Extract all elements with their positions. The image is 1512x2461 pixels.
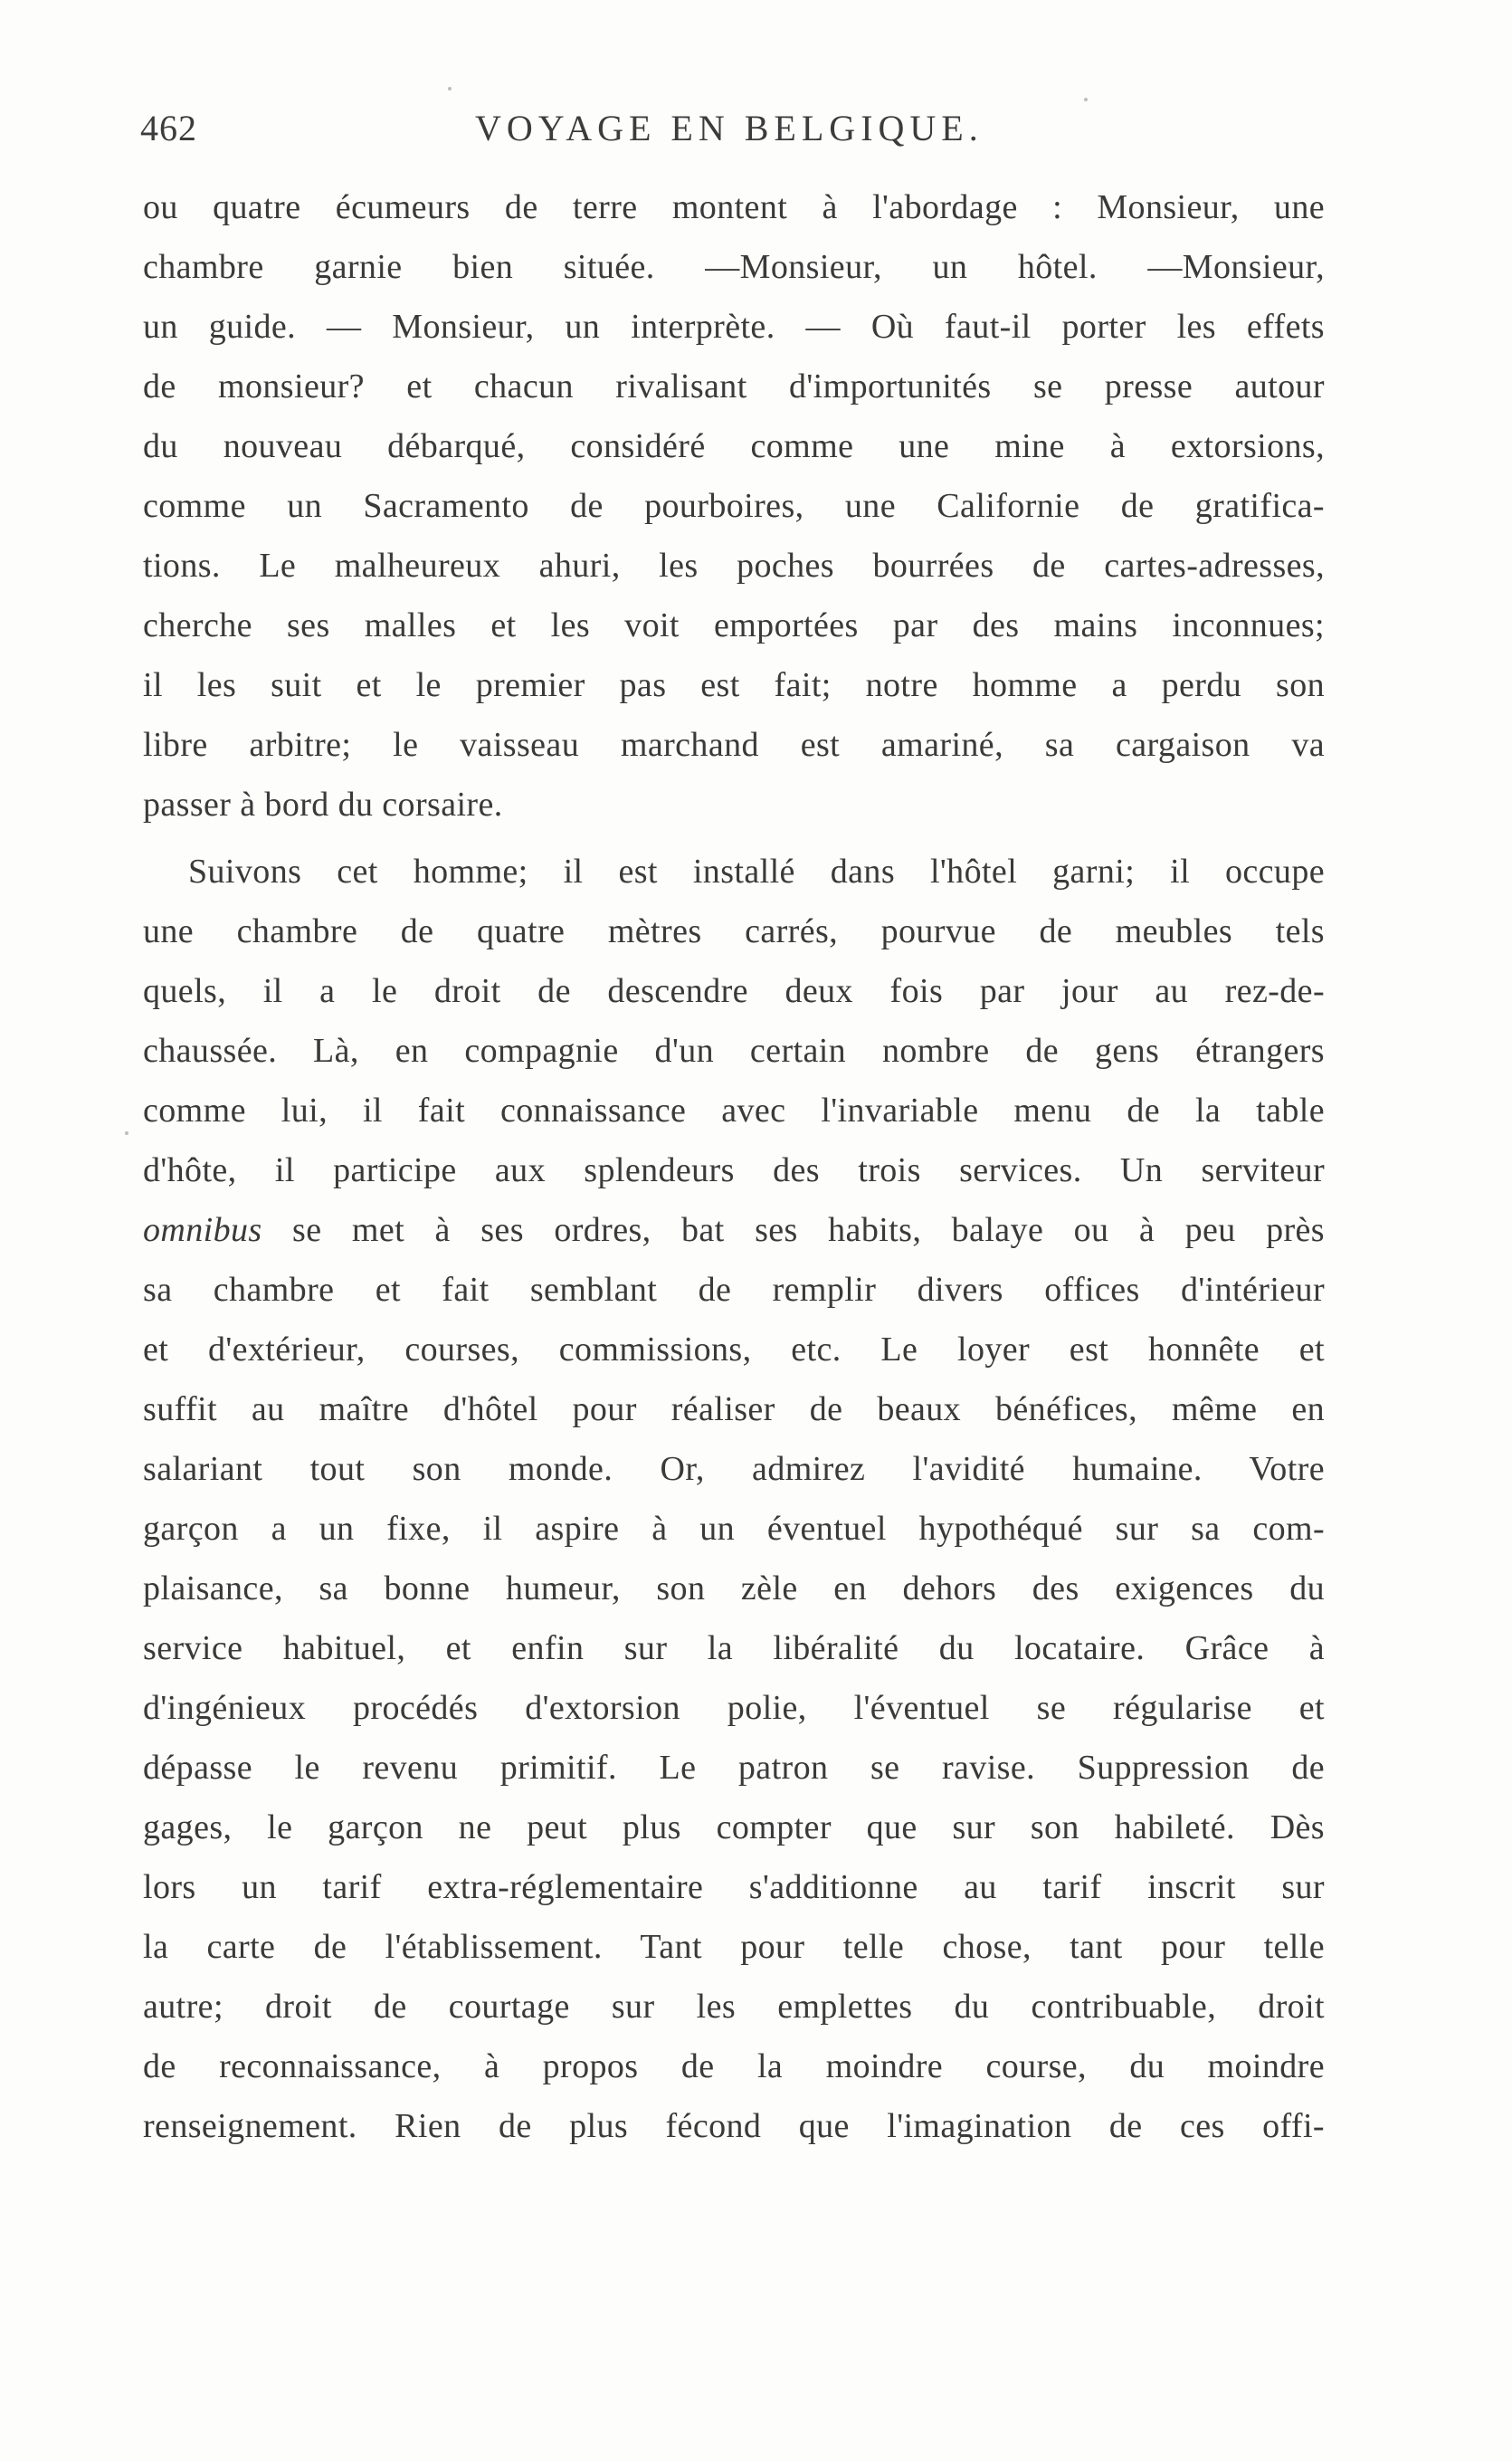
body-text xyxy=(143,177,1325,2156)
speck-mark xyxy=(125,1131,128,1135)
text-span: se met à ses ordres, bat ses habits, balaye ou à peu près xyxy=(292,1211,1325,1249)
speck-mark xyxy=(448,87,452,91)
text-line: chaussée. Là, en compagnie d'un certain nombre de gens étrangers xyxy=(143,1032,1325,1070)
text-line: gages, le garçon ne peut plus compter que sur son habileté. Dès xyxy=(143,1808,1325,1846)
text-line: autre; droit de courtage sur les emplettes du contribuable, droit xyxy=(143,1988,1325,2026)
text-line: renseignement. Rien de plus fécond que l'imagination de ces offi- xyxy=(143,2107,1325,2145)
text-line: d'hôte, il participe aux splendeurs des trois services. Un serviteur xyxy=(143,1151,1325,1189)
text-line: comme lui, il fait connaissance avec l'invariable menu de la table xyxy=(143,1092,1325,1130)
text-line: il les suit et le premier pas est fait; notre homme a perdu son xyxy=(143,666,1325,704)
text-line: sa chambre et fait semblant de remplir divers offices d'intérieur xyxy=(143,1271,1325,1309)
text-line: la carte de l'établissement. Tant pour telle chose, tant pour telle xyxy=(143,1928,1325,1966)
text-line: d'ingénieux procédés d'extorsion polie, l'éventuel se régularise et xyxy=(143,1689,1325,1727)
text-line: tions. Le malheureux ahuri, les poches bourrées de cartes-adresses, xyxy=(143,547,1325,585)
text-line: ou quatre écumeurs de terre montent à l'abordage : Monsieur, une xyxy=(143,188,1325,226)
text-line: dépasse le revenu primitif. Le patron se ravise. Suppression de xyxy=(143,1749,1325,1787)
running-head xyxy=(140,107,1045,161)
text-line: de monsieur? et chacun rivalisant d'importunités se presse autour xyxy=(143,367,1325,405)
speck-mark xyxy=(1084,98,1088,101)
italic-word: omnibus xyxy=(143,1211,262,1249)
text-line: suffit au maître d'hôtel pour réaliser de beaux bénéfices, même en xyxy=(143,1390,1325,1428)
text-line: du nouveau débarqué, considéré comme une mine à extorsions, xyxy=(143,427,1325,465)
text-line: de reconnaissance, à propos de la moindre course, du moindre xyxy=(143,2047,1325,2085)
text-line: et d'extérieur, courses, commissions, etc. Le loyer est honnête et xyxy=(143,1331,1325,1369)
page-number: 462 xyxy=(140,108,197,148)
text-line-with-italic xyxy=(143,1200,1325,1260)
text-line: une chambre de quatre mètres carrés, pourvue de meubles tels xyxy=(143,912,1325,950)
text-line: libre arbitre; le vaisseau marchand est amariné, sa cargaison va xyxy=(143,726,1325,764)
text-line: quels, il a le droit de descendre deux fois par jour au rez-de- xyxy=(143,972,1325,1010)
text-line: service habituel, et enfin sur la libéralité du locataire. Grâce à xyxy=(143,1629,1325,1667)
text-line: garçon a un fixe, il aspire à un éventuel hypothéqué sur sa com- xyxy=(143,1510,1325,1548)
text-line: comme un Sacramento de pourboires, une Californie de gratifica- xyxy=(143,487,1325,525)
running-title: VOYAGE EN BELGIQUE. xyxy=(475,108,984,148)
paragraph-end-line: passer à bord du corsaire. xyxy=(143,786,503,824)
paragraph-start-line: Suivons cet homme; il est installé dans l'hôtel garni; il occupe xyxy=(188,853,1325,891)
text-line: chambre garnie bien située. —Monsieur, un hôtel. —Monsieur, xyxy=(143,248,1325,286)
text-line: un guide. — Monsieur, un interprète. — Où faut-il porter les effets xyxy=(143,308,1325,346)
text-line: lors un tarif extra-réglementaire s'additionne au tarif inscrit sur xyxy=(143,1868,1325,1906)
text-line: salariant tout son monde. Or, admirez l'avidité humaine. Votre xyxy=(143,1450,1325,1488)
text-line: plaisance, sa bonne humeur, son zèle en dehors des exigences du xyxy=(143,1569,1325,1607)
text-line: cherche ses malles et les voit emportées par des mains inconnues; xyxy=(143,606,1325,644)
